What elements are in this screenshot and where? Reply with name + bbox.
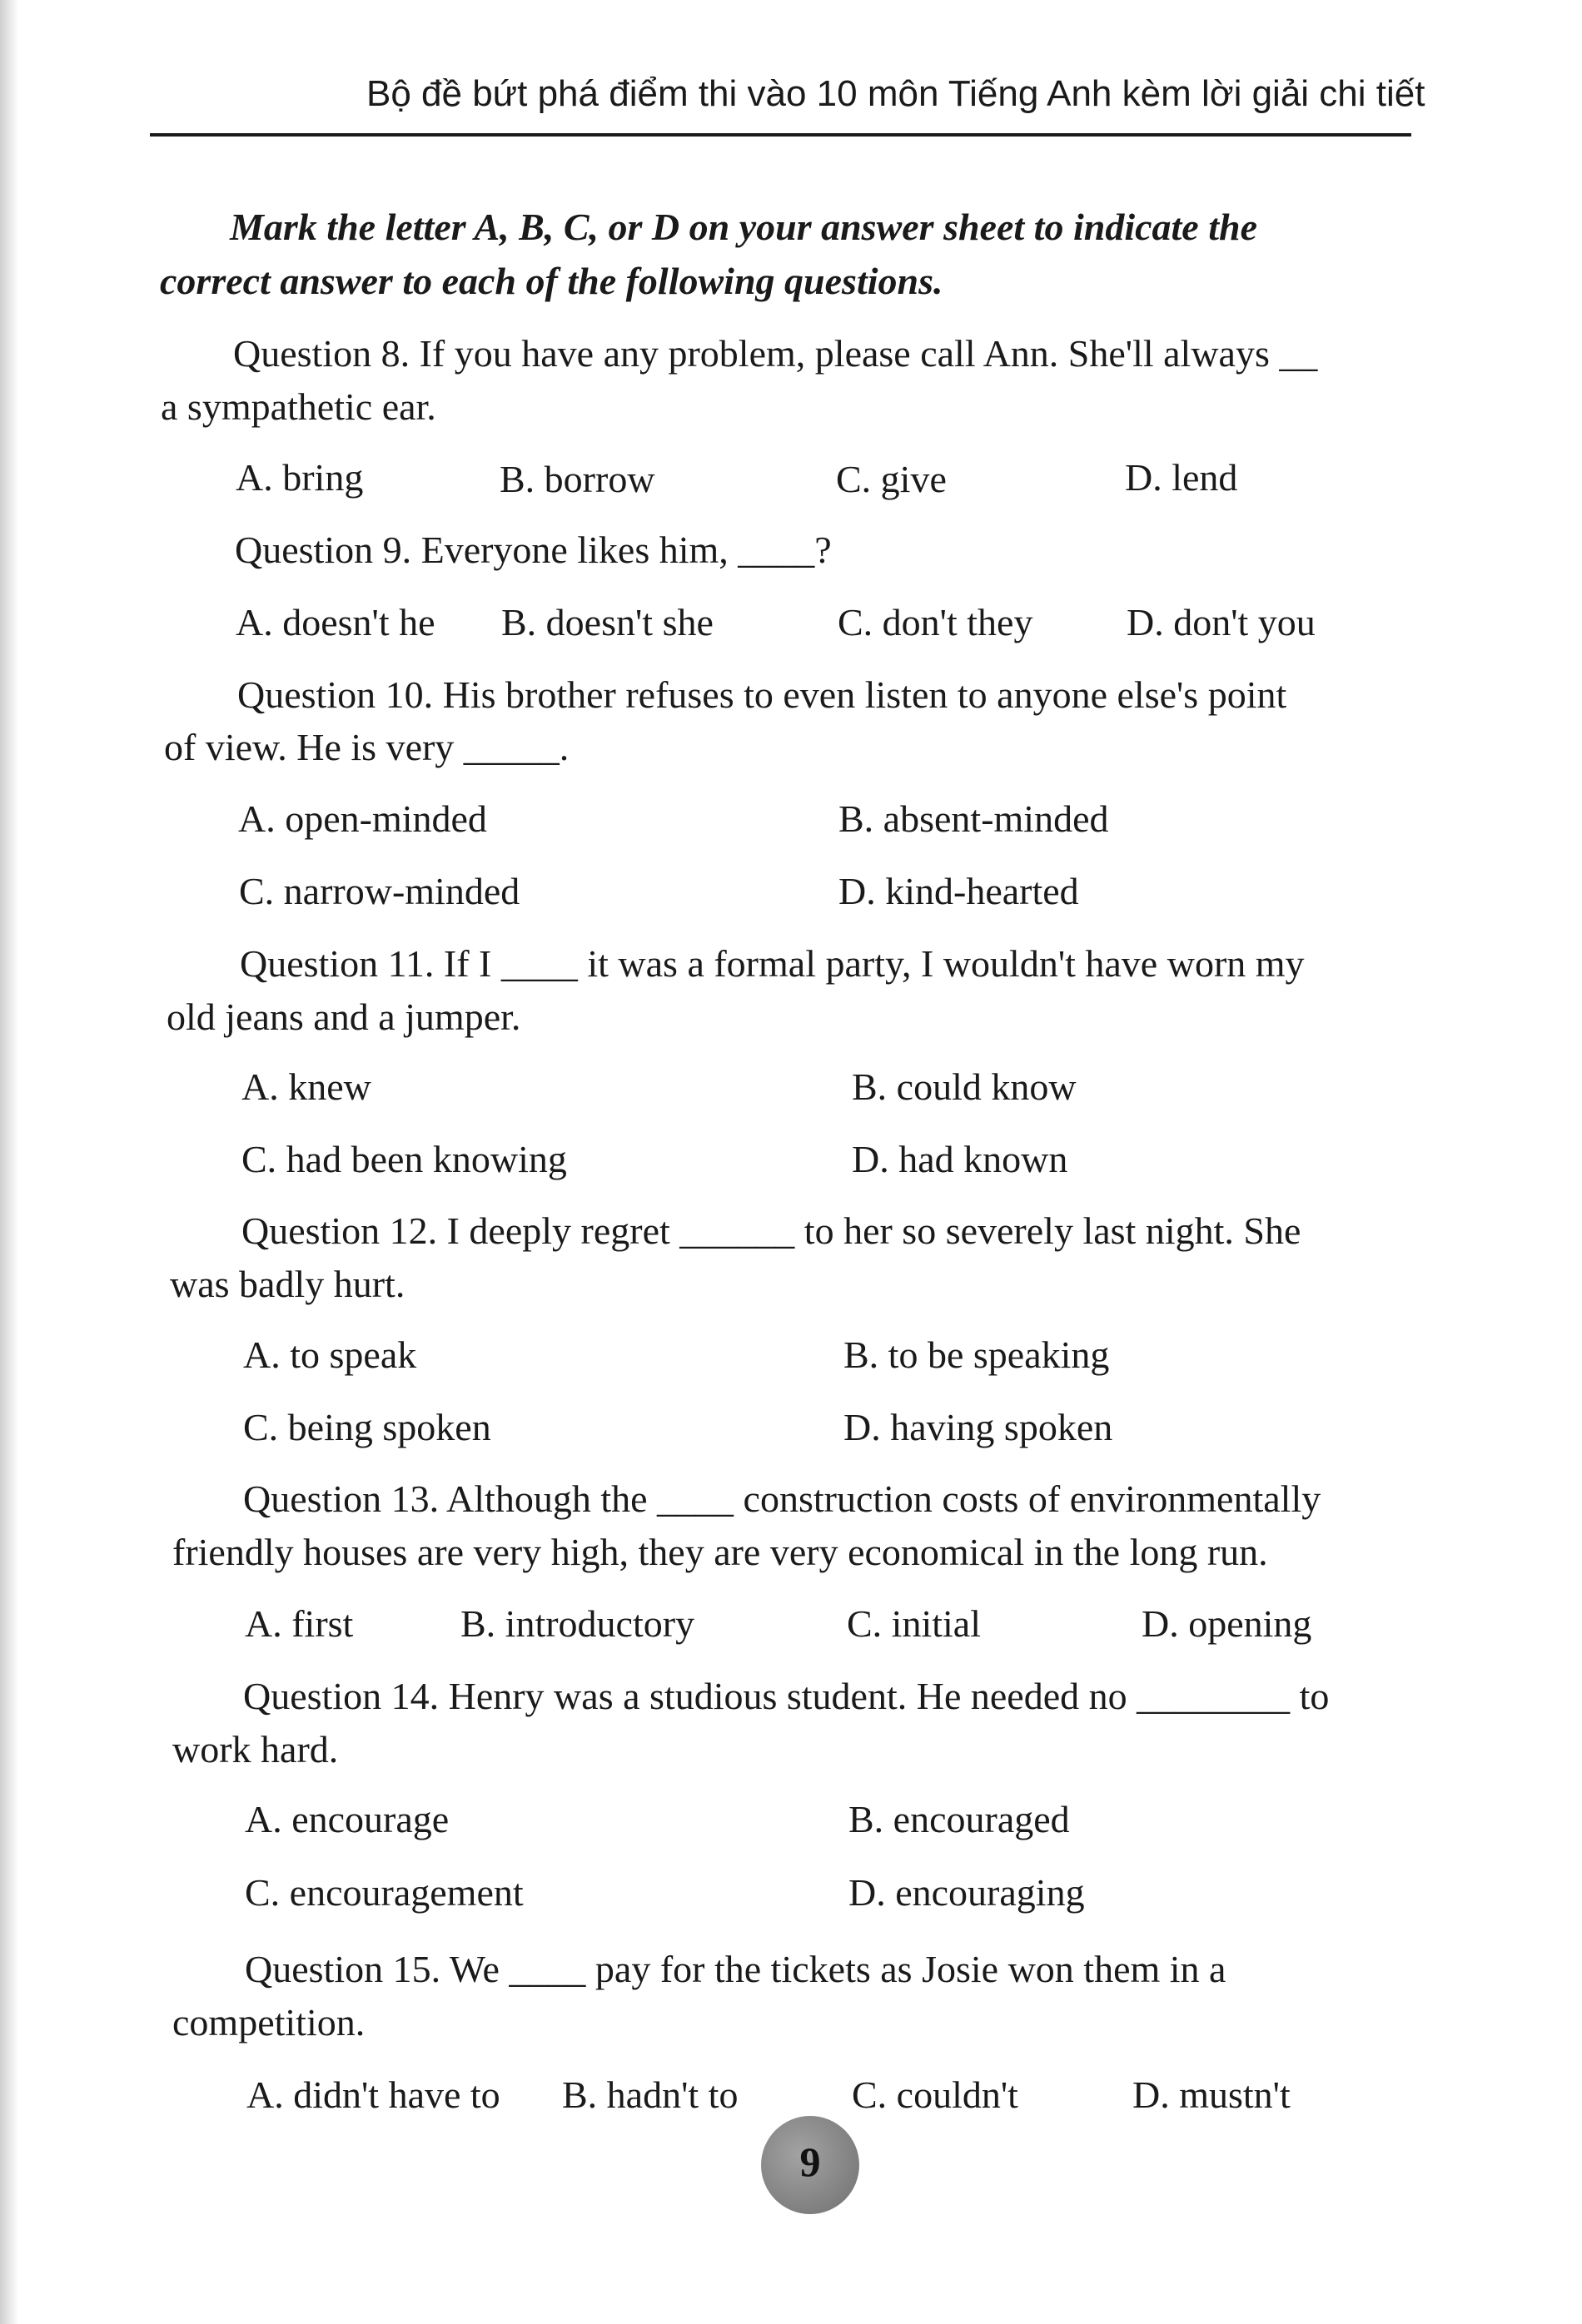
option-d[interactable]: D. encouraging bbox=[848, 1871, 1085, 1914]
question-13-line-1: Question 13. Although the ____ construction costs of environmentally bbox=[243, 1477, 1321, 1520]
page-number-badge bbox=[761, 2116, 859, 2214]
question-8-line-1: Question 8. If you have any problem, please call Ann. She'll always __ bbox=[233, 332, 1318, 375]
instruction-line-2: correct answer to each of the following questions. bbox=[160, 260, 943, 302]
option-d[interactable]: D. opening bbox=[1142, 1602, 1312, 1645]
option-a[interactable]: A. open-minded bbox=[238, 797, 487, 840]
option-b[interactable]: B. borrow bbox=[500, 458, 655, 500]
header-rule bbox=[150, 133, 1411, 137]
option-a[interactable]: A. bring bbox=[236, 456, 364, 499]
option-c[interactable]: C. couldn't bbox=[852, 2073, 1018, 2116]
question-10-line-2: of view. He is very _____. bbox=[164, 726, 570, 768]
question-15-line-2: competition. bbox=[172, 2001, 366, 2043]
option-d[interactable]: D. don't you bbox=[1127, 601, 1316, 643]
question-10-line-1: Question 10. His brother refuses to even listen to anyone else's point bbox=[237, 673, 1287, 716]
option-a[interactable]: A. encourage bbox=[245, 1798, 450, 1840]
option-c[interactable]: C. being spoken bbox=[243, 1406, 491, 1448]
question-12-line-2: was badly hurt. bbox=[170, 1263, 405, 1305]
question-15-line-1: Question 15. We ____ pay for the tickets as Josie won them in a bbox=[245, 1948, 1226, 1990]
option-b[interactable]: B. encouraged bbox=[848, 1798, 1070, 1840]
question-12-line-1: Question 12. I deeply regret ______ to her so severely last night. She bbox=[241, 1209, 1301, 1252]
option-b[interactable]: B. absent-minded bbox=[838, 797, 1109, 840]
option-b[interactable]: B. introductory bbox=[460, 1602, 695, 1645]
option-d[interactable]: D. having spoken bbox=[843, 1406, 1113, 1448]
option-a[interactable]: A. first bbox=[245, 1602, 354, 1645]
option-c[interactable]: C. narrow-minded bbox=[239, 870, 520, 912]
option-d[interactable]: D. lend bbox=[1125, 456, 1238, 499]
running-header: Bộ đề bứt phá điểm thi vào 10 môn Tiếng Anh kèm lời giải chi tiết bbox=[366, 73, 1425, 114]
question-13-line-2: friendly houses are very high, they are very economical in the long run. bbox=[172, 1531, 1268, 1573]
instruction-line-1: Mark the letter A, B, C, or D on your answer sheet to indicate the bbox=[230, 206, 1258, 248]
option-b[interactable]: B. to be speaking bbox=[843, 1333, 1110, 1376]
option-b[interactable]: B. doesn't she bbox=[501, 601, 714, 643]
question-9-line-1: Question 9. Everyone likes him, ____? bbox=[235, 529, 832, 571]
question-11-line-1: Question 11. If I ____ it was a formal party, I wouldn't have worn my bbox=[240, 942, 1305, 985]
option-b[interactable]: B. hadn't to bbox=[562, 2073, 739, 2116]
option-c[interactable]: C. don't they bbox=[838, 601, 1033, 643]
option-c[interactable]: C. encouragement bbox=[245, 1871, 524, 1914]
option-d[interactable]: D. had known bbox=[852, 1138, 1068, 1180]
option-a[interactable]: A. knew bbox=[241, 1065, 371, 1108]
option-c[interactable]: C. initial bbox=[847, 1602, 981, 1645]
question-14-line-2: work hard. bbox=[172, 1728, 339, 1770]
page-number: 9 bbox=[799, 2138, 821, 2185]
option-a[interactable]: A. doesn't he bbox=[236, 601, 435, 643]
option-a[interactable]: A. didn't have to bbox=[246, 2073, 500, 2116]
page-edge-shadow bbox=[0, 0, 18, 2324]
question-14-line-1: Question 14. Henry was a studious student. He needed no ________ to bbox=[243, 1675, 1330, 1717]
option-a[interactable]: A. to speak bbox=[243, 1333, 417, 1376]
question-11-line-2: old jeans and a jumper. bbox=[167, 996, 521, 1038]
option-b[interactable]: B. could know bbox=[852, 1065, 1077, 1108]
option-c[interactable]: C. give bbox=[836, 458, 947, 500]
question-8-line-2: a sympathetic ear. bbox=[161, 385, 436, 428]
option-d[interactable]: D. kind-hearted bbox=[838, 870, 1079, 912]
option-d[interactable]: D. mustn't bbox=[1132, 2073, 1291, 2116]
option-c[interactable]: C. had been knowing bbox=[241, 1138, 567, 1180]
